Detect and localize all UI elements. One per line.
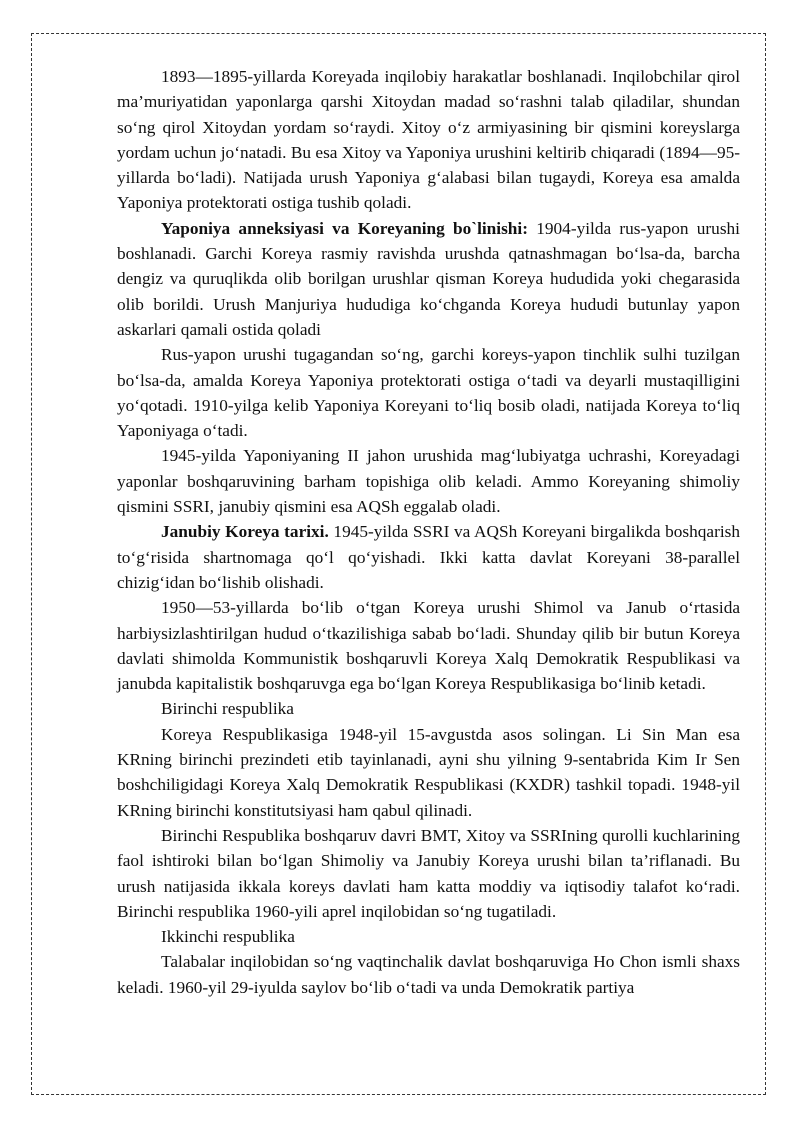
paragraph-koreya-urushi: 1950—53-yillarda bo‘lib o‘tgan Koreya urushi Shimol va Janub o‘rtasida harbiysizlashtirilgan hudud o‘tkazilishiga sabab bo‘ladi. Shunday qilib bir butun Koreya davlati shimolda Kommunistik boshqaruvli Koreya Xalq Demokratik Respublikasi va janubda kapitalistik boshqaruvga ega bo‘lgan Koreya Respublikasiga bo‘linib ketadi.	[117, 598, 740, 694]
subheading-birinchi-respublika: Birinchi respublika	[161, 699, 294, 719]
paragraph-1945-yil: 1945-yilda Yaponiyaning II jahon urushida mag‘lubiyatga uchrashi, Koreyadagi yaponlar boshqaruvining barham topishiga olib keladi. Ammo Koreyaning shimoliy qismini SSRI, janubiy qismini esa AQSh eggalab oladi.	[117, 446, 740, 517]
section-heading-janubiy-koreya: Janubiy Koreya tarixi.	[161, 522, 329, 542]
section-heading-anneksiya: Yaponiya anneksiyasi va Koreyaning bo`linishi:	[161, 218, 528, 238]
paragraph-birinchi-respublika-davri: Birinchi Respublika boshqaruv davri BMT, Xitoy va SSRIning qurolli kuchlarining faol ishtiroki bilan bo‘lgan Shimoliy va Janubiy Koreya urushi bilan ta’riflanadi. Bu urush natijasida ikkala koreys davlati ham katta moddiy va iqtisodiy talafot ko‘radi. Birinchi respublika 1960-yili aprel inqilobidan so‘ng tugatiladi.	[117, 825, 740, 921]
document-body	[117, 64, 740, 1000]
paragraph-respublika-asos: Koreya Respublikasiga 1948-yil 15-avgustda asos solingan. Li Sin Man esa KRning birinchi prezindeti etib tayinlanadi, ayni shu yilning 9-sentabrida Kim Ir Sen boshchiligidagi Koreya Xalq Demokratik Respublikasi (KXDR) tashkil topadi. 1948-yil KRning birinchi konstitutsiyasi ham qabul qilinadi.	[117, 724, 740, 820]
paragraph-inqilobiy-harakatlar: 1893—1895-yillarda Koreyada inqilobiy harakatlar boshlanadi. Inqilobchilar qirol ma’muriyatidan yaponlarga qarshi Xitoydan madad so‘rashni talab qiladilar, shundan so‘ng qirol Xitoydan yordam so‘raydi. Xitoy o‘z armiyasining bir qismini koreyslarga yordam uchun jo‘natadi. Bu esa Xitoy va Yaponiya urushini keltirib chiqaradi (1894—95-yillarda bo‘ladi). Natijada urush Yaponiya g‘alabasi bilan tugaydi, Koreya esa amalda Yaponiya protektorati ostiga tushib qoladi.	[117, 67, 740, 213]
paragraph-janubiy-koreya-tarixi: Janubiy Koreya tarixi. 1945-yilda SSRI va AQSh Koreyani birgalikda boshqarish to‘g‘risida shartnomaga qo‘l qo‘yishadi. Ikki katta davlat Koreyani 38-parallel chizig‘idan bo‘lishib olishadi.	[117, 522, 740, 592]
paragraph-yaponiya-anneksiyasi: Yaponiya anneksiyasi va Koreyaning bo`linishi: 1904-yilda rus-yapon urushi boshlanadi. Garchi Koreya rasmiy ravishda urushda qatnashmagan bo‘lsa-da, barcha dengiz va quruqlikda olib borilgan urushlar qisman Koreya hududida yoki chegarasida olib borildi. Urush Manjuriya hududiga ko‘chganda Koreya hududi butunlay yapon askarlari qamali ostida qoladi	[117, 218, 740, 339]
subheading-ikkinchi-respublika: Ikkinchi respublika	[161, 927, 295, 947]
paragraph-talabalar-inqilobi: Talabalar inqilobidan so‘ng vaqtinchalik davlat boshqaruviga Ho Chon ismli shaxs keladi. 1960-yil 29-iyulda saylov bo‘lib o‘tadi va unda Demokratik partiya	[117, 952, 740, 997]
paragraph-rus-yapon-urushi: Rus-yapon urushi tugagandan so‘ng, garchi koreys-yapon tinchlik sulhi tuzilgan bo‘lsa-da, amalda Koreya Yaponiya protektorati ostiga o‘tadi va deyarli mustaqilligini yo‘qotadi. 1910-yilga kelib Yaponiya Koreyani to‘liq bosib oladi, natijada Koreya to‘liq Yaponiyaga o‘tadi.	[117, 345, 740, 441]
